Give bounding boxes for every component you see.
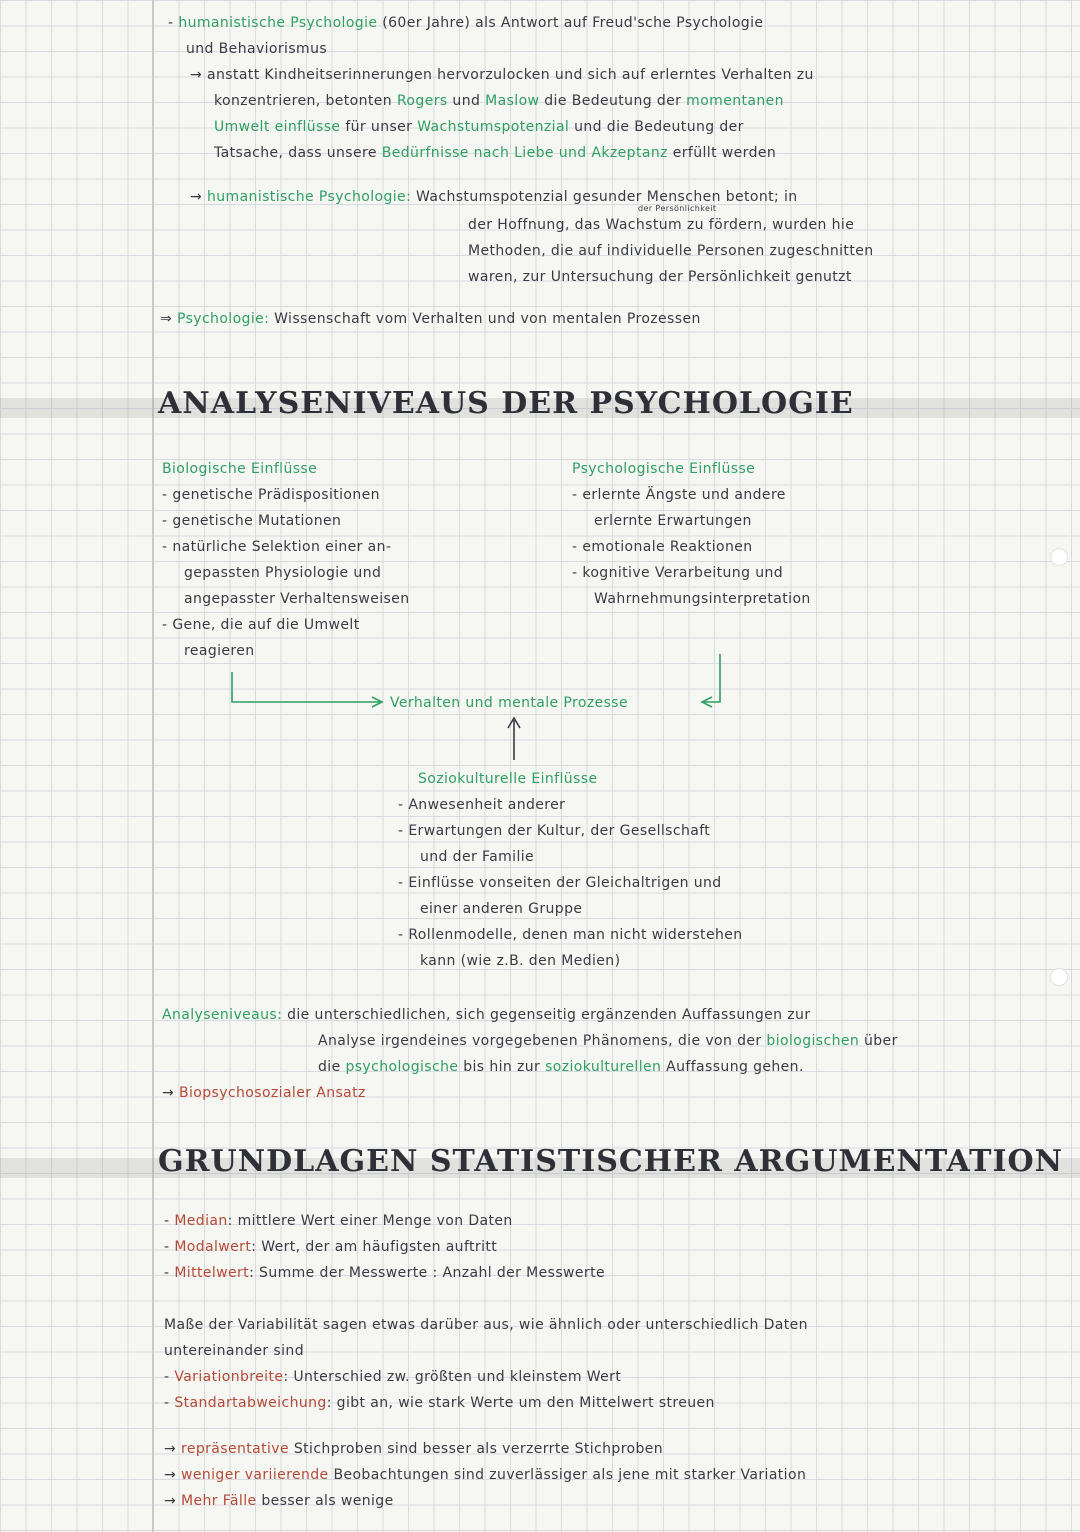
- text: genetische Prädispositionen: [172, 487, 380, 503]
- bio-item: - genetische Prädispositionen: [162, 487, 380, 503]
- text: : Unterschied zw. größten und kleinstem Wert: [283, 1369, 622, 1385]
- text: kognitive Verarbeitung und: [582, 565, 784, 581]
- definition-term: Analyseniveaus:: [162, 1007, 283, 1023]
- statistics-definitions: [164, 1208, 1044, 1514]
- sociocultural-influences: [398, 766, 878, 974]
- text: Auffassung gehen.: [666, 1059, 804, 1075]
- highlight-term: Umwelt einflüsse: [214, 119, 341, 135]
- bio-item: - natürliche Selektion einer an-: [162, 539, 392, 555]
- humanistic-definition-line4: waren, zur Untersuchung der Persönlichkeit genutzt: [468, 269, 852, 285]
- section-heading-analysis: ANALYSENIVEAUS DER PSYCHOLOGIE: [158, 386, 854, 421]
- text: : Summe der Messwerte : Anzahl der Messwerte: [249, 1265, 605, 1281]
- humanistic-definition-line3: Methoden, die auf individuelle Personen zugeschnitten: [468, 243, 874, 259]
- text: für unser: [345, 119, 413, 135]
- text: besser als wenige: [261, 1493, 394, 1509]
- stat-term: Variationbreite: [174, 1369, 284, 1385]
- variability-intro-line2: untereinander sind: [164, 1343, 304, 1359]
- biopsychosocial-term: Biopsychosozialer Ansatz: [178, 1085, 366, 1101]
- text: Analyse irgendeines vorgegebenen Phänomens, die von der: [318, 1033, 762, 1049]
- socio-title: Soziokulturelle Einflüsse: [418, 771, 598, 787]
- text: erfüllt werden: [672, 145, 777, 161]
- psy-item-cont: erlernte Erwartungen: [594, 513, 752, 529]
- stat-term: Median: [174, 1213, 228, 1229]
- rogers-name: Rogers: [396, 93, 448, 109]
- section-heading-statistics: GRUNDLAGEN STATISTISCHER ARGUMENTATION: [158, 1144, 1064, 1179]
- bio-item-cont: angepasster Verhaltensweisen: [184, 591, 410, 607]
- text: die Bedeutung der: [544, 93, 682, 109]
- intro-title-rest: (60er Jahre) als Antwort auf Freud'sche Psychologie: [382, 15, 764, 31]
- definition-term: Psychologie:: [176, 311, 270, 327]
- text: Gene, die auf die Umwelt: [172, 617, 360, 633]
- highlight-term: soziokulturellen: [545, 1059, 662, 1075]
- rule-term: weniger variierende: [180, 1467, 329, 1483]
- intro-title-line: - humanistische Psychologie (60er Jahre) als Antwort auf Freud'sche Psychologie: [168, 15, 764, 31]
- text: Erwartungen der Kultur, der Gesellschaft: [408, 823, 711, 839]
- rule-term: Mehr Fälle: [180, 1493, 257, 1509]
- text: über: [864, 1033, 898, 1049]
- text: die unterschiedlichen, sich gegenseitig ergänzenden Auffassungen zur: [287, 1007, 811, 1023]
- stat-def: - Modalwert: Wert, der am häufigsten auftritt: [164, 1239, 498, 1255]
- text: genetische Mutationen: [172, 513, 342, 529]
- bio-item-cont: reagieren: [184, 643, 255, 659]
- socio-item-cont: einer anderen Gruppe: [420, 901, 583, 917]
- stat-term: Mittelwert: [174, 1265, 250, 1281]
- text: Einflüsse vonseiten der Gleichaltrigen und: [408, 875, 722, 891]
- definition-term: humanistische Psychologie:: [206, 189, 412, 205]
- analysis-levels-definition: [162, 1002, 1062, 1106]
- humanistic-definition-line2: der Hoffnung, das Wachstum zu fördern, wurden hie: [468, 217, 855, 233]
- behavior-center-label: Verhalten und mentale Prozesse: [390, 695, 628, 711]
- variability-item: - Standartabweichung: gibt an, wie stark Werte um den Mittelwert streuen: [164, 1395, 715, 1411]
- text: anstatt Kindheitserinnerungen hervorzulocken und sich auf erlerntes Verhalten zu: [206, 67, 814, 83]
- rule-term: repräsentative: [180, 1441, 289, 1457]
- humanistic-term: humanistische Psychologie: [178, 15, 378, 31]
- socio-item-cont: und der Familie: [420, 849, 535, 865]
- analysis-def-line2: [162, 1028, 1062, 1054]
- text: Stichproben sind besser als verzerrte Stichproben: [293, 1441, 664, 1457]
- highlight-term: Bedürfnisse nach Liebe und Akzeptanz: [381, 145, 668, 161]
- rule-line: → weniger variierende Beobachtungen sind zuverlässiger als jene mit starker Variation: [164, 1467, 807, 1483]
- text: und: [452, 93, 481, 109]
- bio-item: - Gene, die auf die Umwelt: [162, 617, 360, 633]
- text: Tatsache, dass unsere: [214, 145, 377, 161]
- bio-item: - genetische Mutationen: [162, 513, 342, 529]
- text: : Wert, der am häufigsten auftritt: [251, 1239, 498, 1255]
- variability-intro-line1: Maße der Variabilität sagen etwas darüber aus, wie ähnlich oder unterschiedlich Daten: [164, 1317, 808, 1333]
- psy-item: - erlernte Ängste und andere: [572, 487, 786, 503]
- highlight-term: biologischen: [766, 1033, 860, 1049]
- text: Wissenschaft vom Verhalten und von mentalen Prozessen: [274, 311, 701, 327]
- text: und die Bedeutung der: [574, 119, 744, 135]
- bio-item-cont: gepassten Physiologie und: [184, 565, 382, 581]
- text: : mittlere Wert einer Menge von Daten: [227, 1213, 513, 1229]
- text: Anwesenheit anderer: [408, 797, 566, 813]
- psy-item: - emotionale Reaktionen: [572, 539, 753, 555]
- rule-line: → repräsentative Stichproben sind besser als verzerrte Stichproben: [164, 1441, 664, 1457]
- biopsychosocial-line: → Biopsychosozialer Ansatz: [162, 1085, 366, 1101]
- stat-term: Standartabweichung: [174, 1395, 327, 1411]
- psy-item-cont: Wahrnehmungsinterpretation: [594, 591, 811, 607]
- intro-p1-line1: → anstatt Kindheitserinnerungen hervorzulocken und sich auf erlerntes Verhalten zu: [190, 67, 814, 83]
- socio-item: - Rollenmodelle, denen man nicht widerstehen: [398, 927, 743, 943]
- rule-line: → Mehr Fälle besser als wenige: [164, 1493, 394, 1509]
- humanistic-definition-line1: → humanistische Psychologie: Wachstumspotenzial gesunder Menschen betont; in: [190, 189, 798, 205]
- psychology-conclusion: ⇒ Psychologie: Wissenschaft vom Verhalten und von mentalen Prozessen: [160, 311, 701, 327]
- intro-title-line2: und Behaviorismus: [186, 41, 328, 57]
- socio-item: - Anwesenheit anderer: [398, 797, 566, 813]
- stat-term: Modalwert: [174, 1239, 252, 1255]
- text: natürliche Selektion einer an-: [172, 539, 392, 555]
- highlight-term: Wachstumspotenzial: [417, 119, 570, 135]
- maslow-name: Maslow: [485, 93, 540, 109]
- stat-def: - Median: mittlere Wert einer Menge von Daten: [164, 1213, 513, 1229]
- text: erlernte Ängste und andere: [582, 487, 786, 503]
- text: : gibt an, wie stark Werte um den Mittelwert streuen: [326, 1395, 715, 1411]
- bio-arrow-line: [232, 672, 380, 702]
- socio-item: - Einflüsse vonseiten der Gleichaltrigen und: [398, 875, 722, 891]
- text: emotionale Reaktionen: [582, 539, 753, 555]
- psy-title: Psychologische Einflüsse: [572, 461, 756, 477]
- highlight-term: momentanen: [686, 93, 784, 109]
- text: Beobachtungen sind zuverlässiger als jene mit starker Variation: [333, 1467, 807, 1483]
- analysis-def-line3: [162, 1054, 1062, 1080]
- analysis-def-line1: [162, 1002, 1062, 1028]
- psy-arrow-line: [702, 654, 720, 702]
- highlight-term: psychologische: [345, 1059, 459, 1075]
- text: bis hin zur: [463, 1059, 541, 1075]
- bio-title: Biologische Einflüsse: [162, 461, 318, 477]
- socio-item: - Erwartungen der Kultur, der Gesellschaft: [398, 823, 711, 839]
- text: Rollenmodelle, denen man nicht widerstehen: [408, 927, 743, 943]
- text: konzentrieren, betonten: [214, 93, 393, 109]
- variability-item: - Variationbreite: Unterschied zw. größten und kleinstem Wert: [164, 1369, 622, 1385]
- stat-def: - Mittelwert: Summe der Messwerte : Anzahl der Messwerte: [164, 1265, 605, 1281]
- text: Wachstumspotenzial gesunder Menschen betont; in: [416, 189, 798, 205]
- psy-item: - kognitive Verarbeitung und: [572, 565, 784, 581]
- socio-item-cont: kann (wie z.B. den Medien): [420, 953, 621, 969]
- text: die: [318, 1059, 341, 1075]
- superscript-note: der Persönlichkeit: [638, 204, 717, 213]
